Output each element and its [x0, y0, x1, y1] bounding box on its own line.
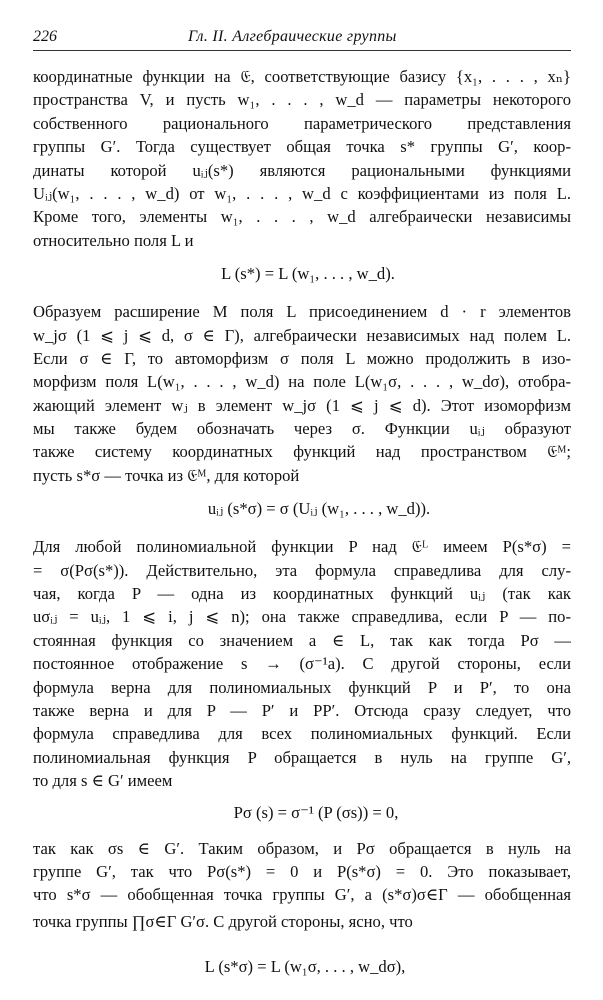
- text-line: формула верна для полиномиальных функций P и P′, то она: [33, 677, 571, 697]
- text-line: чая, когда P — одна из координатных функций uᵢⱼ (так как: [33, 584, 571, 604]
- text-line: uσᵢⱼ = uᵢⱼ, 1 ⩽ i, j ⩽ n); она также справедлива, если P — по-: [33, 607, 571, 627]
- text-line: координатные функции на 𝔈, соответствующие базису {x₁, . . . , xₙ}: [33, 67, 571, 86]
- text-line: то для s ∈ G′ имеем: [33, 771, 173, 791]
- chapter-title: Гл. II. Алгебраические группы: [188, 28, 397, 45]
- text-line: стоянная функция со значением a ∈ L, так как тогда Pσ —: [33, 630, 571, 650]
- text-line: жающий элемент wⱼ в элемент w_jσ (1 ⩽ j ⩽ d). Этот изоморфизм: [33, 395, 571, 415]
- text-line: Образуем расширение M поля L присоединением d · r элементов: [33, 302, 571, 322]
- text-line: Uᵢⱼ(w₁, . . . , w_d) от w₁, . . . , w_d с коэффициентами из поля L.: [33, 183, 571, 203]
- text-line: динаты которой uᵢⱼ(s*) являются рациональными функциями: [33, 160, 571, 180]
- text-line: полиномиальная функция P обращается в нуль на группе G′,: [33, 747, 571, 767]
- body-text: [33, 65, 571, 978]
- text-line: точка группы ∏σ∈Γ G′σ. С другой стороны, ясно, что: [33, 911, 413, 931]
- text-line: постоянное отображение s → (σ⁻¹a). С другой стороны, если: [33, 654, 571, 674]
- text-line: также верна и для P — P′ и PP′. Отсюда сразу следует, что: [33, 700, 571, 720]
- text-line: также систему координатных функций над пространством 𝔈ᴹ;: [33, 442, 571, 462]
- text-line: что s*σ — обобщенная точка группы G′, а (s*σ)σ∈Γ — обобщенная: [33, 885, 571, 905]
- text-line: группы G′. Тогда существует общая точка s* группы G′, коор-: [33, 137, 571, 157]
- text-line: мы также будем обозначать через σ. Функции uᵢⱼ образуют: [33, 419, 571, 439]
- text-line: так как σs ∈ G′. Таким образом, и Pσ обращается в нуль на: [33, 838, 571, 858]
- text-line: пусть s*σ — точка из 𝔈ᴹ, для которой: [33, 465, 300, 485]
- paragraph-1: [33, 65, 571, 252]
- display-formula: L (s*σ) = L (w₁σ, . . . , w_dσ),: [204, 956, 406, 976]
- display-formula: uᵢⱼ (s*σ) = σ (Uᵢⱼ (w₁, . . . , w_d)).: [207, 499, 431, 519]
- running-head: [33, 28, 571, 51]
- text-line: = σ(Pσ(s*)). Действительно, эта формула справедлива для слу-: [33, 560, 571, 580]
- text-line: w_jσ (1 ⩽ j ⩽ d, σ ∈ Γ), алгебраически независимых над полем L.: [33, 325, 571, 345]
- display-formula: Pσ (s) = σ⁻¹ (P (σs)) = 0,: [233, 802, 399, 822]
- paragraph-2: [33, 300, 571, 487]
- text-line: Кроме того, элементы w₁, . . . , w_d алгебраически независимы: [33, 207, 571, 227]
- text-line: группе G′, так что Pσ(s*) = 0 и P(s*σ) = 0. Это показывает,: [33, 861, 571, 881]
- display-formula: L (s*) = L (w₁, . . . , w_d).: [221, 264, 395, 284]
- text-line: Для любой полиномиальной функции P над 𝔈ᴸ имеем P(s*σ) =: [33, 537, 571, 557]
- paragraph-4: [33, 837, 571, 941]
- page-number: 226: [33, 28, 57, 45]
- text-line: Если σ ∈ Γ, то автоморфизм σ поля L можно продолжить в изо-: [33, 348, 571, 368]
- text-line: собственного рационального параметрического представления: [33, 113, 571, 133]
- text-line: формула справедлива для всех полиномиальных функций. Если: [33, 724, 571, 744]
- book-page: [33, 28, 571, 978]
- text-line: морфизм поля L(w₁, . . . , w_d) на поле L(w₁σ, . . . , w_dσ), отобра-: [33, 372, 571, 392]
- text-line: относительно поля L и: [33, 230, 194, 250]
- paragraph-3: [33, 535, 571, 792]
- text-line: пространства V, и пусть w₁, . . . , w_d — параметры некоторого: [33, 90, 571, 110]
